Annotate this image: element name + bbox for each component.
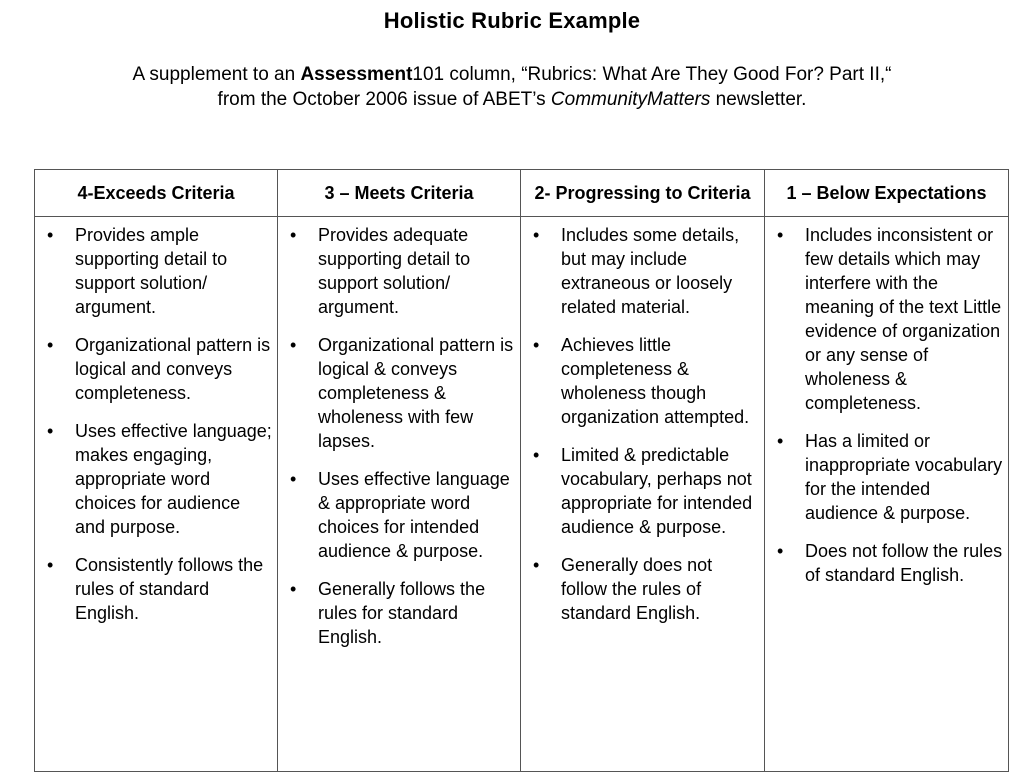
column-cell-meets — [278, 217, 521, 772]
subtitle — [40, 62, 984, 112]
rubric-header-row — [35, 170, 1009, 217]
criteria-item: • Organizational pattern is logical and conveys completeness. — [75, 333, 273, 405]
criteria-item: • Includes some details, but may include extraneous or loosely related material. — [561, 223, 760, 319]
criteria-item: • Provides adequate supporting detail to support solution/ argument. — [318, 223, 516, 319]
criteria-item: • Consistently follows the rules of standard English. — [75, 553, 273, 625]
column-cell-below — [765, 217, 1009, 772]
criteria-item: • Achieves little completeness & wholeness though organization attempted. — [561, 333, 760, 429]
subtitle-text-4: from the October 2006 issue of ABET’s — [217, 89, 551, 110]
column-header-progressing: 2- Progressing to Criteria — [521, 170, 765, 217]
subtitle-newsletter-name: CommunityMatters — [550, 89, 711, 110]
criteria-list — [771, 223, 1004, 587]
criteria-list — [284, 223, 516, 649]
column-header-exceeds: 4-Exceeds Criteria — [35, 170, 278, 217]
criteria-list — [527, 223, 760, 625]
criteria-item: • Generally follows the rules for standard English. — [318, 577, 516, 649]
subtitle-bold-term: Assessment — [300, 64, 413, 85]
criteria-item: • Generally does not follow the rules of standard English. — [561, 553, 760, 625]
criteria-item: • Limited & predictable vocabulary, perhaps not appropriate for intended audience & purpose. — [561, 443, 760, 539]
criteria-item: • Provides ample supporting detail to support solution/ argument. — [75, 223, 273, 319]
subtitle-text-6: newsletter. — [710, 89, 807, 110]
criteria-list — [41, 223, 273, 625]
criteria-item: • Organizational pattern is logical & conveys completeness & wholeness with few lapses. — [318, 333, 516, 453]
criteria-item: • Uses effective language; makes engaging, appropriate word choices for audience and purpose. — [75, 419, 273, 539]
subtitle-text-1: A supplement to an — [132, 64, 301, 85]
rubric-body-row — [35, 217, 1009, 772]
page-title: Holistic Rubric Example — [383, 8, 641, 33]
criteria-item: • Does not follow the rules of standard English. — [805, 539, 1004, 587]
criteria-item: • Has a limited or inappropriate vocabulary for the intended audience & purpose. — [805, 429, 1004, 525]
criteria-item: • Includes inconsistent or few details which may interfere with the meaning of the text Little evidence of organization or any sense of wholeness & completeness. — [805, 223, 1004, 415]
column-header-below: 1 – Below Expectations — [765, 170, 1009, 217]
subtitle-text-3: 101 column, “Rubrics: What Are They Good For? Part II,“ — [412, 64, 892, 85]
criteria-item: • Uses effective language & appropriate word choices for intended audience & purpose. — [318, 467, 516, 563]
column-header-meets: 3 – Meets Criteria — [278, 170, 521, 217]
column-cell-progressing — [521, 217, 765, 772]
column-cell-exceeds — [35, 217, 278, 772]
rubric-table — [34, 169, 1009, 772]
